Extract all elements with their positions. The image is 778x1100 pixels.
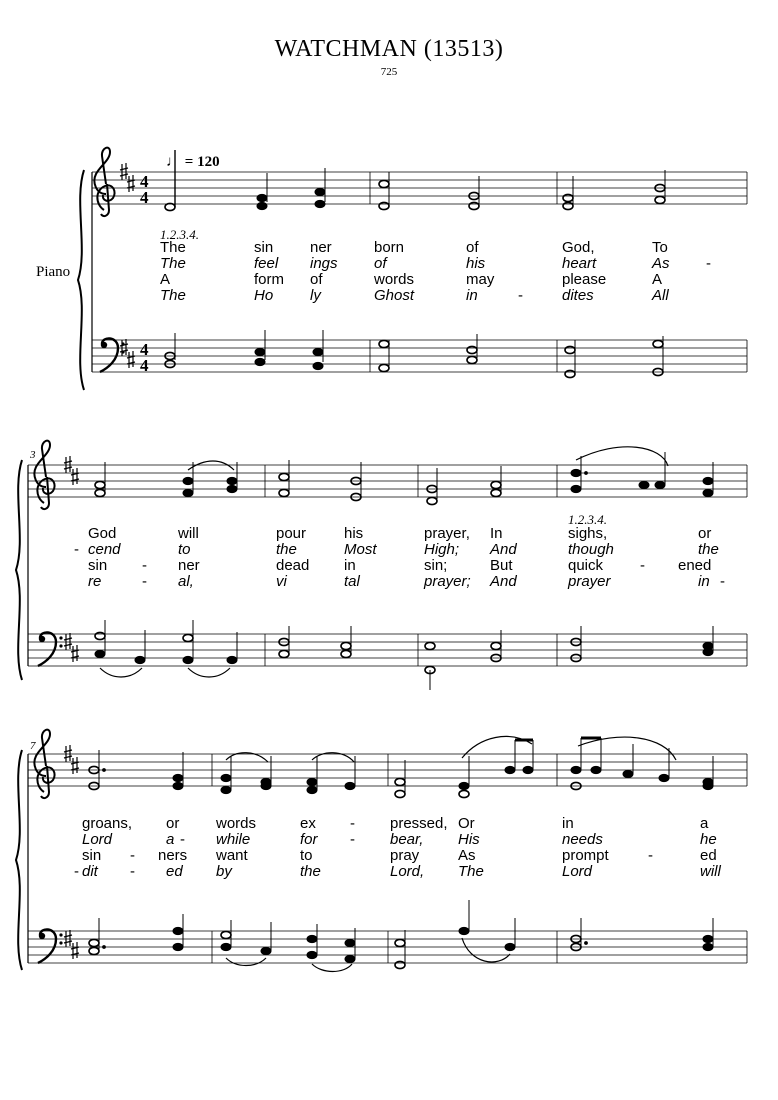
instrument-label: Piano: [36, 264, 71, 280]
svg-text:4: 4: [140, 188, 149, 207]
hyphen: -: [350, 815, 355, 832]
lyric-word: Lord,: [390, 863, 425, 880]
hyphen: -: [74, 863, 79, 880]
lyric-word: God: [88, 525, 117, 542]
lyric-word: born: [374, 239, 405, 256]
tempo-marking: ♩ = 120: [166, 154, 220, 170]
hyphen: -: [720, 573, 725, 590]
lyric-word: to: [178, 541, 191, 558]
lyric-word: vi: [276, 573, 287, 590]
lyric-word: of: [466, 239, 479, 256]
lyric-word: needs: [562, 831, 603, 848]
lyric-word: The: [160, 287, 186, 304]
lyric-word: or: [698, 525, 712, 542]
lyric-word: As: [458, 847, 476, 864]
lyric-word: or: [166, 815, 180, 832]
lyric-word: bear,: [390, 831, 424, 848]
lyric-word: tal: [344, 573, 360, 590]
lyric-word: quick: [568, 557, 604, 574]
lyric-word: ly: [310, 287, 321, 304]
lyric-word: Ghost: [374, 287, 415, 304]
lyric-word: re: [88, 573, 102, 590]
lyric-word: may: [466, 271, 495, 288]
lyric-word: ner: [178, 557, 200, 574]
lyric-word: pressed,: [390, 815, 448, 832]
lyric-word: Most: [344, 541, 377, 558]
hyphen: -: [130, 863, 135, 880]
measure-number: 3: [30, 449, 36, 461]
lyric-word: the: [276, 541, 297, 558]
hyphen: -: [130, 847, 135, 864]
lyric-word: in: [466, 287, 478, 304]
lyric-word: his: [344, 525, 364, 542]
lyric-word: want: [216, 847, 248, 864]
lyric-word: dites: [562, 287, 594, 304]
lyric-word: sin;: [424, 557, 448, 574]
lyric-word: cend: [88, 541, 121, 558]
lyric-word: pray: [390, 847, 420, 864]
lyric-word: will: [178, 525, 199, 542]
hyphen: -: [518, 287, 523, 304]
lyric-word: a: [166, 831, 175, 848]
svg-text:4: 4: [140, 340, 149, 359]
lyric-word: ings: [310, 255, 338, 272]
lyric-word: The: [458, 863, 484, 880]
lyric-word: ex: [300, 815, 316, 832]
lyric-word: of: [310, 271, 323, 288]
lyric-word: Or: [458, 815, 475, 832]
lyric-word: prayer,: [424, 525, 470, 542]
lyric-word: pour: [276, 525, 307, 542]
lyric-word: for: [300, 831, 318, 848]
lyric-word: heart: [562, 255, 597, 272]
lyric-word: the: [698, 541, 719, 558]
lyric-word: his: [466, 255, 486, 272]
lyric-word: prayer: [568, 573, 611, 590]
lyric-word: ner: [310, 239, 332, 256]
hymn-number: 725: [380, 66, 398, 78]
lyric-word: to: [300, 847, 313, 864]
verse-numbers: 1.2.3.4.: [568, 512, 607, 527]
svg-text:4: 4: [140, 172, 149, 191]
lyric-word: As: [652, 255, 670, 272]
lyric-word: a: [700, 815, 709, 832]
verse-numbers: 1.2.3.4.: [160, 227, 199, 242]
measure-number: 7: [30, 740, 36, 752]
lyric-word: form: [254, 271, 284, 288]
lyric-word: sin: [82, 847, 102, 864]
lyric-word: of: [374, 255, 387, 272]
lyric-word: words: [374, 271, 415, 288]
lyric-word: ed: [166, 863, 183, 880]
lyric-word: sighs,: [568, 525, 608, 542]
hyphen: -: [706, 255, 711, 272]
lyric-word: groans,: [82, 815, 133, 832]
lyric-word: And: [490, 573, 517, 590]
hyphen: -: [142, 573, 147, 590]
lyric-word: he: [700, 831, 717, 848]
hyphen: -: [350, 831, 355, 848]
lyric-word: in: [698, 573, 710, 590]
lyric-word: ed: [700, 847, 717, 864]
lyric-word: A: [160, 271, 171, 288]
lyric-word: dead: [276, 557, 310, 574]
lyric-word: All: [652, 287, 669, 304]
lyric-word: dit: [82, 863, 98, 880]
lyric-word: But: [490, 557, 513, 574]
hyphen: -: [180, 831, 185, 848]
lyric-word: ners: [158, 847, 188, 864]
lyric-word: prayer;: [424, 573, 471, 590]
lyric-word: The: [160, 239, 186, 256]
lyric-word: His: [458, 831, 480, 848]
score-title: WATCHMAN (13513): [274, 36, 504, 62]
lyric-word: Lord: [562, 863, 593, 880]
lyric-word: sin: [88, 557, 108, 574]
hyphen: -: [74, 541, 79, 558]
hyphen: -: [142, 557, 147, 574]
system-2-staves: [16, 441, 747, 690]
lyric-word: by: [216, 863, 232, 880]
lyric-word: while: [216, 831, 251, 848]
lyric-word: To: [652, 239, 668, 256]
lyric-word: prompt: [562, 847, 609, 864]
svg-text:4: 4: [140, 356, 149, 375]
lyric-word: feel: [254, 255, 279, 272]
system-3-staves: [16, 730, 747, 972]
lyric-word: In: [490, 525, 503, 542]
lyric-word: though: [568, 541, 614, 558]
lyric-word: The: [160, 255, 186, 272]
lyric-word: the: [300, 863, 321, 880]
lyric-word: Ho: [254, 287, 274, 304]
lyric-word: al,: [178, 573, 194, 590]
lyric-word: in: [344, 557, 356, 574]
lyric-word: please: [562, 271, 607, 288]
lyric-word: God,: [562, 239, 595, 256]
tempo-value: 120: [197, 154, 220, 170]
lyric-word: And: [490, 541, 517, 558]
lyric-word: sin: [254, 239, 274, 256]
lyric-word: A: [652, 271, 663, 288]
lyric-word: ened: [678, 557, 712, 574]
lyric-word: Lord: [82, 831, 113, 848]
lyric-word: High;: [424, 541, 460, 558]
lyric-word: words: [216, 815, 257, 832]
hyphen: -: [640, 557, 645, 574]
lyric-word: in: [562, 815, 574, 832]
lyric-word: will: [700, 863, 721, 880]
hyphen: -: [648, 847, 653, 864]
